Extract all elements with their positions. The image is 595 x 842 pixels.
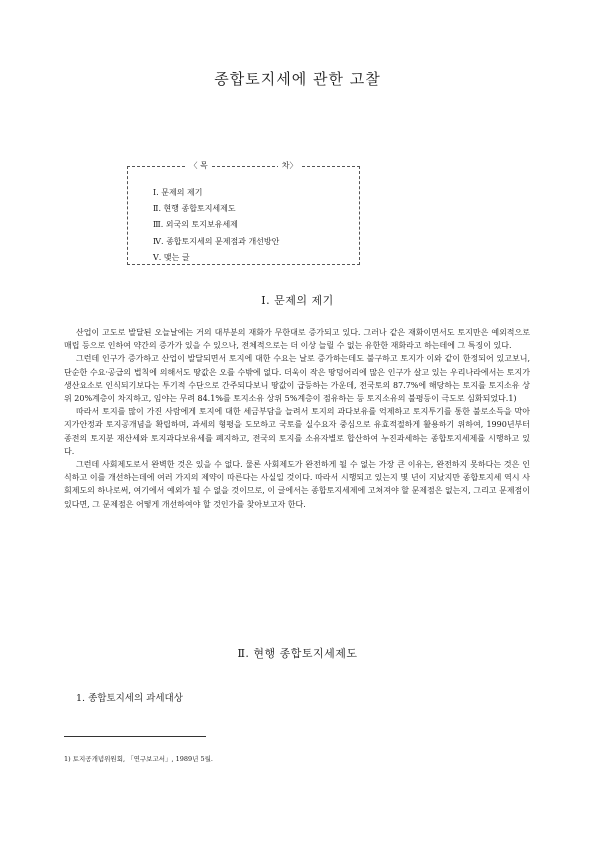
- subsection-title: 1. 종합토지세의 과세대상: [76, 693, 183, 704]
- footnote-divider: [64, 736, 206, 737]
- toc-item: Ⅱ. 현행 종합토지세제도: [153, 204, 236, 214]
- paragraph: 따라서 토지를 많이 가진 사람에게 토지에 대한 세금부담을 늘려서 토지의 과다보유를 억제하고 토지투기를 통한 불로소득을 막아 지가안정과 토지공개념을 확립하며, 과세의 형평을 도모하고 국토를 실수요자 중심으로 유효적절하게 활용하기 위하여, 1990년부터 종전의 토지분 재산세와 토지과다보유세를 폐지하고, 전국의 토지를 소유자별로 합산하여 누진과세하는 종합토지세제를 시행하고 있다.: [64, 407, 530, 456]
- toc-heading-left: 〈 목: [185, 161, 211, 170]
- toc-list: [153, 185, 279, 266]
- table-of-contents: [127, 161, 360, 265]
- section-1-title: Ⅰ. 문제의 제기: [261, 294, 334, 307]
- footnote: 1) 토지공개념위원회, 「연구보고서」, 1989년 5월.: [64, 755, 213, 763]
- paragraph: 산업이 고도로 발달된 오늘날에는 거의 대부분의 재화가 무한대로 증가되고 있다. 그러나 같은 재화이면서도 토지만은 예외적으로 매립 등으로 인하여 약간의 증가가 있을 수 있으나, 전체적으로는 더 이상 늘릴 수 없는 유한한 재화라고 하는데에 그 특징이 있다.: [64, 328, 530, 351]
- toc-item: Ⅳ. 종합토지세의 문제점과 개선방안: [153, 236, 280, 246]
- section-2-title: Ⅱ. 현행 종합토지세제도: [237, 647, 358, 660]
- toc-item: Ⅲ. 외국의 토지보유세제: [153, 220, 238, 230]
- paragraph: 그런데 사회제도로서 완벽한 것은 있을 수 없다. 물론 사회제도가 완전하게 될 수 없는 가장 큰 이유는, 완전하지 못하다는 것은 인식하고 이를 개선하는데에 여러 가지의 제약이 따른다는 사실일 것이다. 따라서 시행되고 있는지 몇 년이 지났지만 종합토지세 역시 사회제도의 하나로써, 여기에서 예외가 될 수 없을 것이므로, 이 글에서는 종합토지세제에 고쳐져야 할 문제점은 없는지, 그리고 문제점이 있다면, 그 문제점은 어떻게 개선하여야 할 것인가를 찾아보고자 한다.: [64, 460, 530, 509]
- toc-item: Ⅰ. 문제의 제기: [153, 188, 203, 197]
- document-title: 종합토지세에 관한 고찰: [214, 70, 381, 88]
- toc-heading-right: 차〉: [278, 161, 302, 170]
- toc-item: Ⅴ. 맺는 글: [153, 252, 190, 262]
- paragraph: 그런데 인구가 증가하고 산업이 발달되면서 토지에 대한 수요는 날로 증가하는데도 불구하고 토지가 이와 같이 한정되어 있고보니, 단순한 수요·공급의 법칙에 의해서도 땅값은 오를 수밖에 없다. 더욱이 작은 땅덩어리에 많은 인구가 살고 있는 우리나라에서는 토지가 생산요소로 인식되기보다는 투기적 수단으로 간주되다보니 땅값이 급등하는 가운데, 전국토의 87.7%에 해당하는 토지를 토지소유 상위 20%계층이 차지하고, 임야는 무려 84.1%를 토지소유 상위 5%계층이 점유하는 등 토지소유의 불평등이 극도로 심화되었다.1): [64, 354, 530, 404]
- toc-heading: [128, 160, 359, 171]
- section-1-body: [64, 326, 530, 511]
